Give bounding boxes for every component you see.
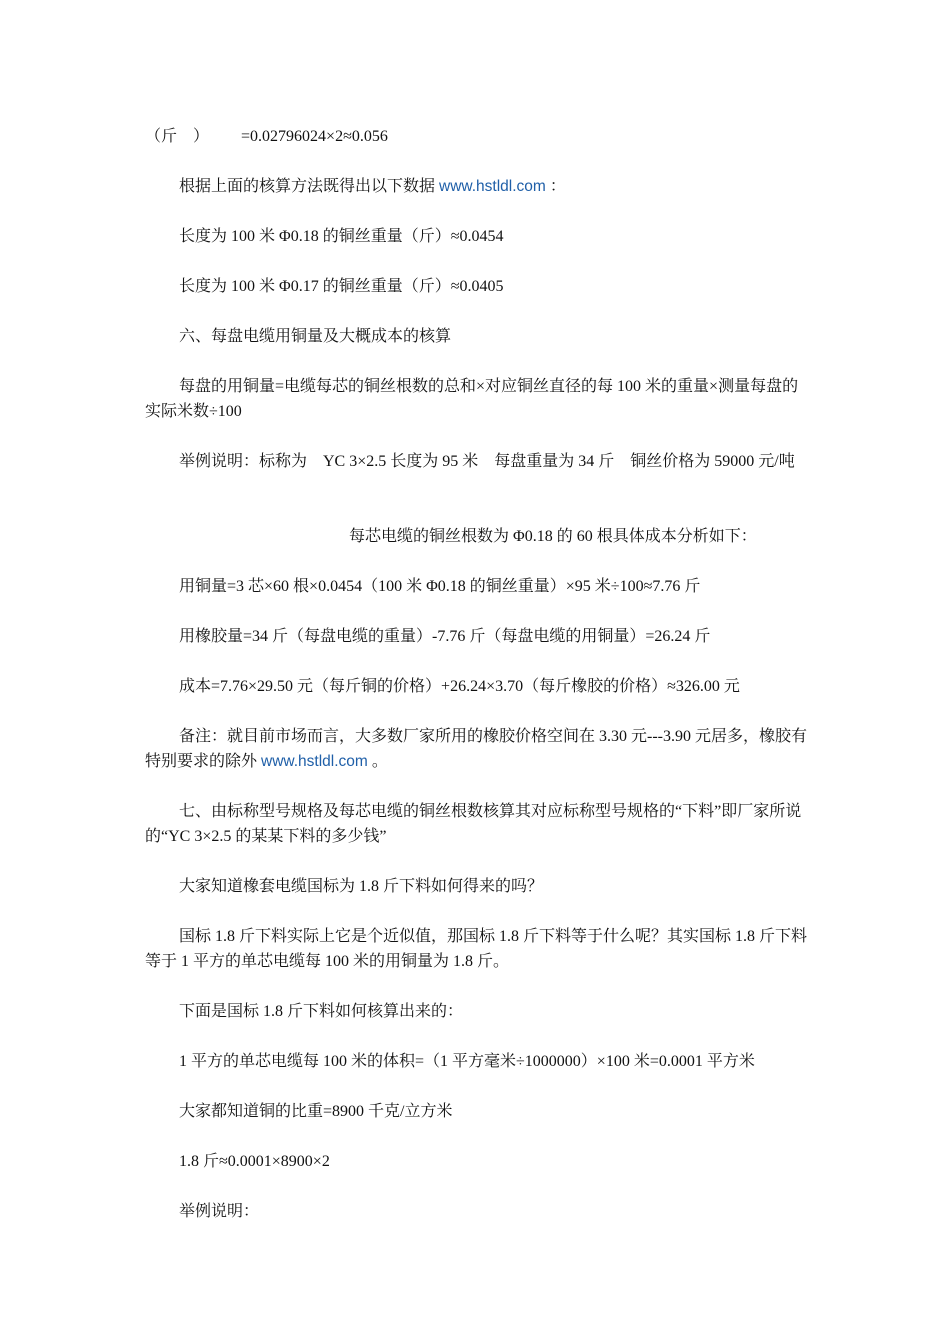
data-intro-paragraph: 根据上面的核算方法既得出以下数据 www.hstldl.com ： [179, 178, 566, 195]
section-seven-heading: 七、由标称型号规格及每芯电缆的铜丝根数核算其对应标称型号规格的“下料”即厂家所说的“YC 3×2.5 的某某下料的多少钱” [145, 803, 802, 845]
volume-formula: 1 平方的单芯电缆每 100 米的体积=（1 平方毫米÷1000000）×100 米=0.0001 平方米 [179, 1053, 755, 1070]
formula-line [145, 124, 808, 149]
weight-018-line: 长度为 100 米 Φ0.18 的铜丝重量（斤）≈0.0454 [179, 228, 504, 245]
example-paragraph: 举例说明：标称为 YC 3×2.5 长度为 95 米 每盘重量为 34 斤 铜丝价格为 59000 元/吨 [179, 453, 795, 470]
cost-line: 成本=7.76×29.50 元（每斤铜的价格）+26.24×3.70（每斤橡胶的价格）≈326.00 元 [179, 678, 740, 695]
unit-label: （斤 ） [145, 128, 210, 145]
formula-result: =0.02796024×2≈0.056 [241, 128, 388, 145]
explanation-paragraph: 国标 1.8 斤下料实际上它是个近似值，那国标 1.8 斤下料等于什么呢？其实国标 1.8 斤下料等于 1 平方的单芯电缆每 100 米的用铜量为 1.8 斤。 [145, 928, 808, 970]
copper-density-line: 大家都知道铜的比重=8900 千克/立方米 [179, 1103, 453, 1120]
website-link-2[interactable]: www.hstldl.com [261, 753, 368, 770]
cost-analysis-intro: 每芯电缆的铜丝根数为 Φ0.18 的 60 根具体成本分析如下： [349, 528, 757, 545]
copper-amount-line: 用铜量=3 芯×60 根×0.0454（100 米 Φ0.18 的铜丝重量）×95 米÷100≈7.76 斤 [179, 578, 701, 595]
rubber-amount-line: 用橡胶量=34 斤（每盘电缆的重量）-7.76 斤（每盘电缆的用铜量）=26.24 斤 [179, 628, 711, 645]
question-line: 大家知道橡套电缆国标为 1.8 斤下料如何得来的吗？ [179, 878, 544, 895]
weight-017-line: 长度为 100 米 Φ0.17 的铜丝重量（斤）≈0.0405 [179, 278, 504, 295]
calculation-intro: 下面是国标 1.8 斤下料如何核算出来的： [179, 1003, 464, 1020]
note-paragraph: 备注：就目前市场而言，大多数厂家所用的橡胶价格空间在 3.30 元---3.90 元居多，橡胶有特别要求的除外 www.hstldl.com 。 [145, 728, 807, 770]
example-label: 举例说明： [179, 1203, 260, 1220]
copper-usage-formula: 每盘的用铜量=电缆每芯的铜丝根数的总和×对应铜丝直径的每 100 米的重量×测量每盘的实际米数÷100 [145, 378, 799, 420]
website-link[interactable]: www.hstldl.com [439, 178, 546, 195]
section-six-heading: 六、每盘电缆用铜量及大概成本的核算 [179, 328, 452, 345]
approximation-line: 1.8 斤≈0.0001×8900×2 [179, 1153, 330, 1170]
